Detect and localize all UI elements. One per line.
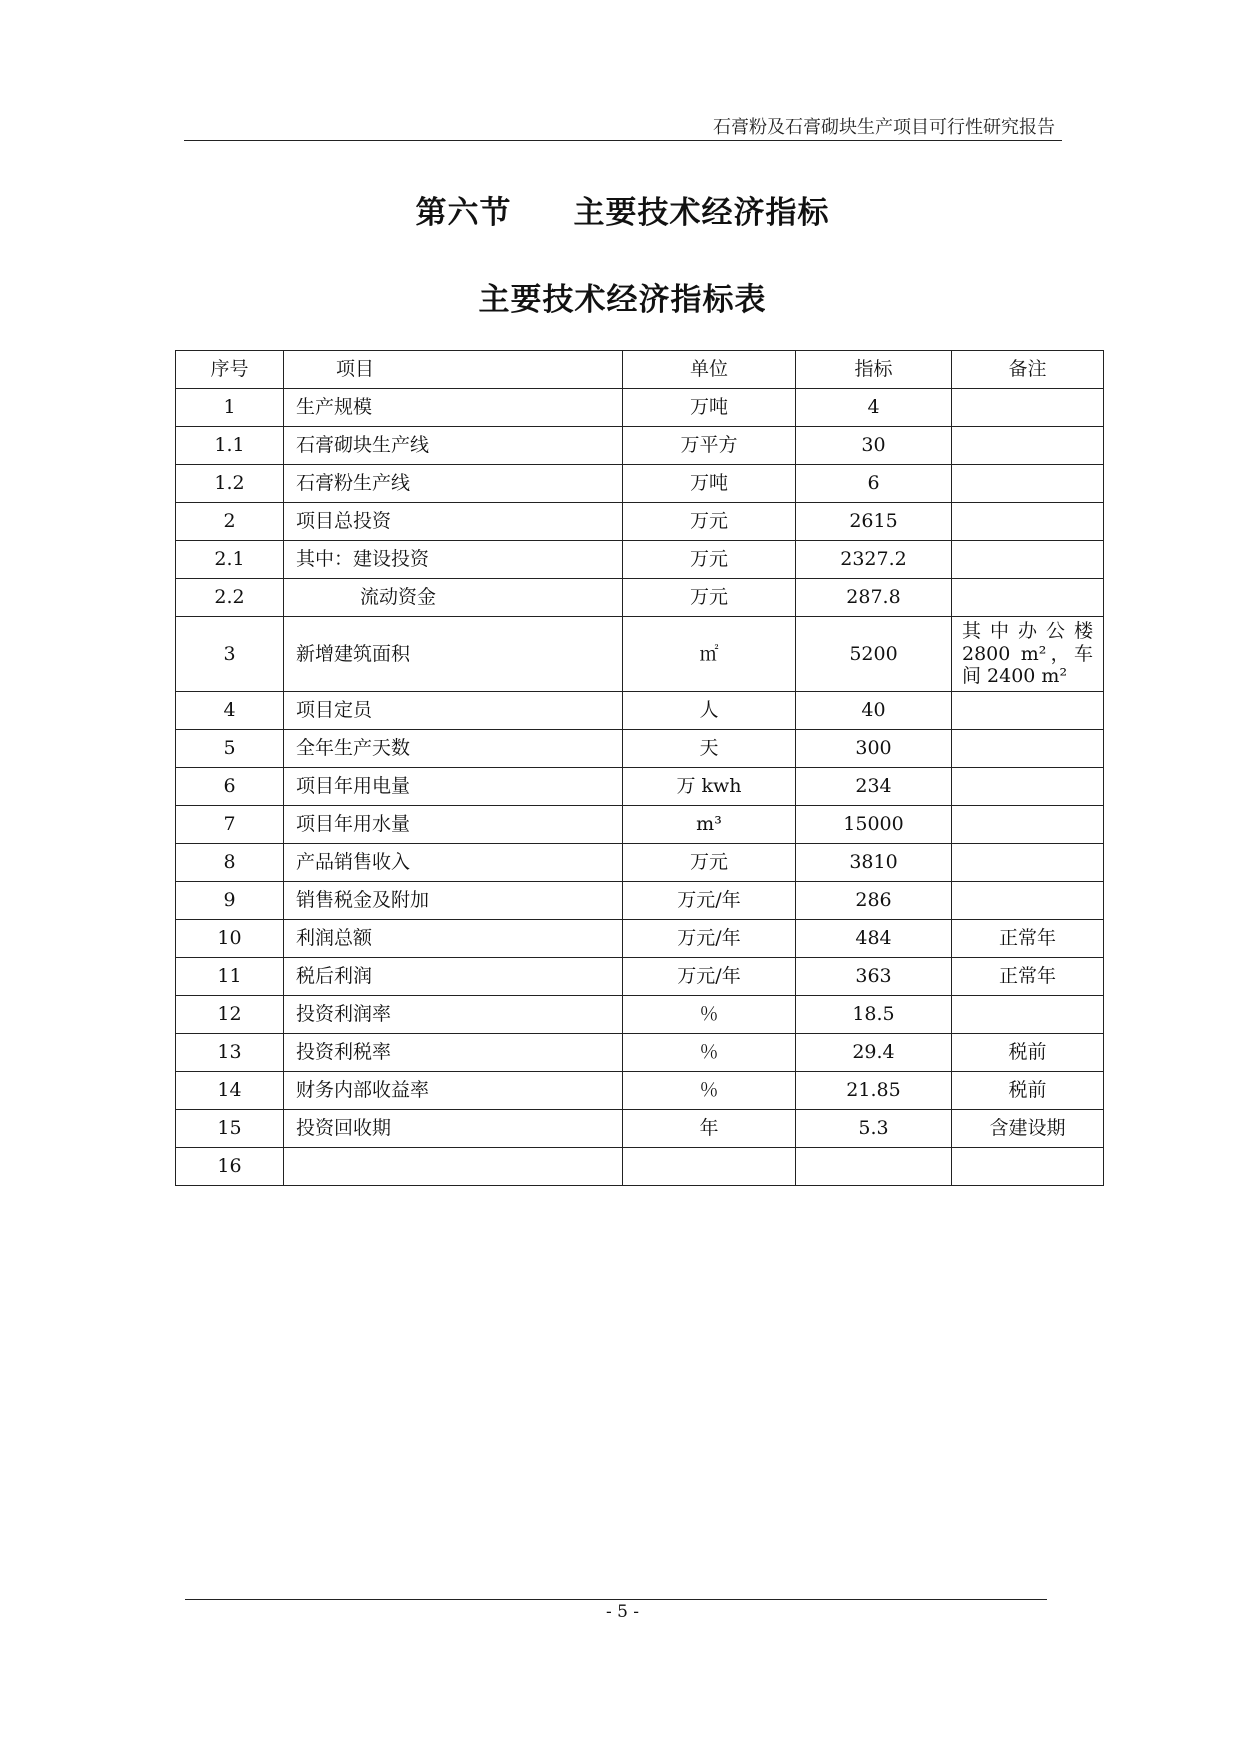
cell-note	[952, 768, 1104, 806]
table-row	[176, 1110, 1104, 1148]
cell-note	[952, 389, 1104, 427]
cell-note: 其中办公楼 2800 m²，车间 2400 m²	[952, 617, 1104, 692]
cell-item	[284, 1148, 623, 1186]
cell-note: 含建设期	[952, 1110, 1104, 1148]
cell-note	[952, 692, 1104, 730]
cell-value: 363	[796, 958, 952, 996]
cell-item: 销售税金及附加	[284, 882, 623, 920]
cell-no: 2.2	[176, 579, 284, 617]
cell-note: 正常年	[952, 920, 1104, 958]
table-row	[176, 1034, 1104, 1072]
cell-no: 4	[176, 692, 284, 730]
cell-item: 流动资金	[284, 579, 623, 617]
cell-no: 14	[176, 1072, 284, 1110]
cell-unit: 万吨	[623, 389, 796, 427]
cell-item: 全年生产天数	[284, 730, 623, 768]
cell-unit: 万 kwh	[623, 768, 796, 806]
cell-note	[952, 579, 1104, 617]
col-header-no: 序号	[176, 351, 284, 389]
cell-no: 15	[176, 1110, 284, 1148]
cell-unit: 万元/年	[623, 958, 796, 996]
cell-value: 6	[796, 465, 952, 503]
table-row	[176, 389, 1104, 427]
table-row	[176, 579, 1104, 617]
section-number: 第六节	[415, 195, 512, 231]
cell-unit: 万吨	[623, 465, 796, 503]
cell-unit: 万元/年	[623, 920, 796, 958]
col-header-unit: 单位	[623, 351, 796, 389]
cell-item: 产品销售收入	[284, 844, 623, 882]
cell-no: 2	[176, 503, 284, 541]
page-number: - 5 -	[605, 1602, 640, 1622]
cell-unit: ％	[623, 1034, 796, 1072]
table-row	[176, 465, 1104, 503]
col-header-value: 指标	[796, 351, 952, 389]
cell-no: 1	[176, 389, 284, 427]
cell-item: 项目年用电量	[284, 768, 623, 806]
cell-item: 石膏砌块生产线	[284, 427, 623, 465]
cell-value: 40	[796, 692, 952, 730]
cell-unit: 年	[623, 1110, 796, 1148]
cell-value: 30	[796, 427, 952, 465]
cell-unit	[623, 1148, 796, 1186]
header-rule	[184, 140, 1062, 141]
cell-note	[952, 503, 1104, 541]
cell-value: 286	[796, 882, 952, 920]
cell-value: 29.4	[796, 1034, 952, 1072]
cell-item: 投资回收期	[284, 1110, 623, 1148]
running-header: 石膏粉及石膏砌块生产项目可行性研究报告	[713, 117, 1055, 138]
cell-note	[952, 806, 1104, 844]
cell-unit: ％	[623, 996, 796, 1034]
cell-value: 300	[796, 730, 952, 768]
table-row	[176, 958, 1104, 996]
cell-no: 12	[176, 996, 284, 1034]
cell-no: 16	[176, 1148, 284, 1186]
cell-no: 11	[176, 958, 284, 996]
cell-value: 5200	[796, 617, 952, 692]
cell-item: 项目总投资	[284, 503, 623, 541]
table-row	[176, 692, 1104, 730]
cell-note: 税前	[952, 1072, 1104, 1110]
table-row	[176, 1148, 1104, 1186]
cell-value: 18.5	[796, 996, 952, 1034]
cell-unit: 万元	[623, 579, 796, 617]
cell-unit: ㎡	[623, 617, 796, 692]
cell-unit: ％	[623, 1072, 796, 1110]
cell-unit: 万元	[623, 503, 796, 541]
cell-note	[952, 996, 1104, 1034]
cell-note	[952, 541, 1104, 579]
col-header-note: 备注	[952, 351, 1104, 389]
cell-no: 6	[176, 768, 284, 806]
cell-no: 2.1	[176, 541, 284, 579]
cell-note	[952, 730, 1104, 768]
cell-value: 484	[796, 920, 952, 958]
cell-item: 项目年用水量	[284, 806, 623, 844]
table-row	[176, 996, 1104, 1034]
cell-note: 正常年	[952, 958, 1104, 996]
table-row	[176, 844, 1104, 882]
footer-rule	[185, 1599, 1047, 1600]
cell-item: 利润总额	[284, 920, 623, 958]
cell-no: 3	[176, 617, 284, 692]
table-row	[176, 920, 1104, 958]
indicators-table	[175, 350, 1104, 1186]
table-row	[176, 806, 1104, 844]
cell-note	[952, 465, 1104, 503]
cell-no: 5	[176, 730, 284, 768]
cell-value: 5.3	[796, 1110, 952, 1148]
cell-value: 287.8	[796, 579, 952, 617]
cell-item: 财务内部收益率	[284, 1072, 623, 1110]
cell-no: 9	[176, 882, 284, 920]
cell-note: 税前	[952, 1034, 1104, 1072]
cell-value: 4	[796, 389, 952, 427]
cell-item: 生产规模	[284, 389, 623, 427]
table-row	[176, 768, 1104, 806]
table-row	[176, 541, 1104, 579]
cell-value: 3810	[796, 844, 952, 882]
cell-item: 投资利税率	[284, 1034, 623, 1072]
cell-note	[952, 882, 1104, 920]
cell-unit: 天	[623, 730, 796, 768]
cell-no: 8	[176, 844, 284, 882]
cell-item: 税后利润	[284, 958, 623, 996]
cell-no: 10	[176, 920, 284, 958]
table-row	[176, 730, 1104, 768]
cell-item: 项目定员	[284, 692, 623, 730]
table-title: 主要技术经济指标表	[478, 282, 767, 318]
cell-unit: 人	[623, 692, 796, 730]
table-header-row	[176, 351, 1104, 389]
table-row	[176, 427, 1104, 465]
table-row	[176, 882, 1104, 920]
col-header-item: 项目	[284, 351, 623, 389]
cell-no: 13	[176, 1034, 284, 1072]
table-row	[176, 617, 1104, 692]
cell-no: 1.2	[176, 465, 284, 503]
cell-note	[952, 1148, 1104, 1186]
cell-unit: m³	[623, 806, 796, 844]
cell-note	[952, 844, 1104, 882]
cell-value: 2327.2	[796, 541, 952, 579]
section-heading	[0, 187, 1245, 232]
cell-value	[796, 1148, 952, 1186]
table-row	[176, 503, 1104, 541]
cell-item: 新增建筑面积	[284, 617, 623, 692]
cell-note	[952, 427, 1104, 465]
table-row	[176, 1072, 1104, 1110]
cell-no: 1.1	[176, 427, 284, 465]
cell-unit: 万元/年	[623, 882, 796, 920]
cell-no: 7	[176, 806, 284, 844]
cell-item: 其中：建设投资	[284, 541, 623, 579]
cell-value: 15000	[796, 806, 952, 844]
cell-value: 21.85	[796, 1072, 952, 1110]
cell-item: 石膏粉生产线	[284, 465, 623, 503]
section-title: 主要技术经济指标	[573, 195, 830, 231]
cell-unit: 万平方	[623, 427, 796, 465]
cell-unit: 万元	[623, 844, 796, 882]
cell-value: 234	[796, 768, 952, 806]
cell-unit: 万元	[623, 541, 796, 579]
cell-value: 2615	[796, 503, 952, 541]
cell-item: 投资利润率	[284, 996, 623, 1034]
